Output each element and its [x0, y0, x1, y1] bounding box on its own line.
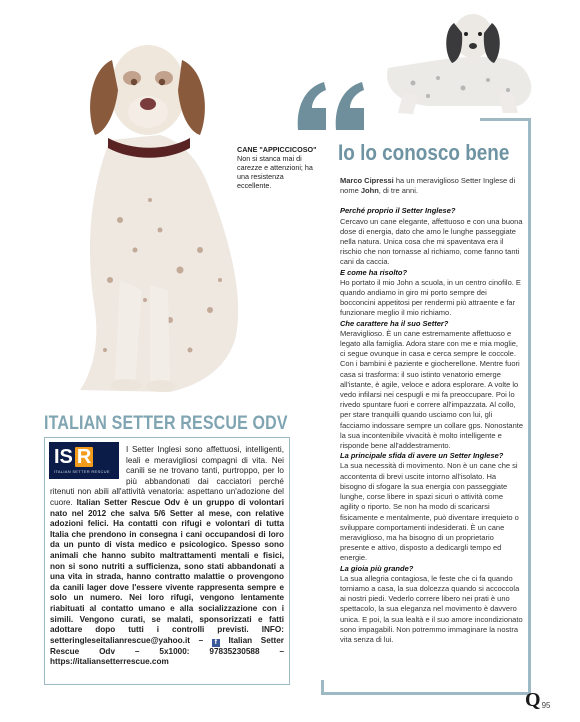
rescue-body-intro: I Setter Inglesi sono affettuosi, intelligenti, leali e meravigliosi compagni di vita. Nei canili se ne trovano tanti, purtroppo, per lo più abbandonati dai cacciatori perché ritenuti non abili all'attività venatoria: aspettano un'adozione del cuore. [50, 445, 284, 507]
setter-dog-photo [50, 20, 250, 405]
question-4: La principale sfida di avere un Setter Inglese? [340, 451, 504, 461]
page-folio [525, 690, 550, 710]
question-5: La gioia più grande? [340, 563, 414, 573]
logo-r: R [76, 446, 92, 468]
article-body [340, 176, 523, 645]
caption-title: CANE "APPICCICOSO" [237, 145, 317, 154]
intro-person: Marco Cipressi [340, 176, 394, 185]
article-title: Io lo conosco bene [338, 140, 510, 165]
answer-5: La sua allegria contagiosa, le feste che ci fa quando torniamo a casa, la sua dolcezza quando si accoccola ai nostri piedi. Vederlo correre libero nei prati è uno spettacolo, la sua eleganza nel movimento è davvero unica. E poi, la sua lealtà e il suo amore incondizionato sono impagabili. Non potremmo immaginare la nostra vita senza di lui. [340, 573, 523, 644]
intro-text: ha un meraviglioso Setter Inglese di nome [340, 176, 516, 196]
photo-caption [237, 145, 317, 190]
answer-2: Ho portato il mio John a scuola, in un centro cinofilo. E quando andiamo in giro mi porto sempre dei bocconcini appetitosi per rendermi più attraente e far funzionare meglio il mio richiamo. [340, 277, 521, 318]
logo-subtitle: ITALIAN SETTER RESCUE [54, 469, 110, 474]
intro-dog-name: John [360, 186, 379, 196]
caption-body: Non si stanca mai di carezze e attenzioni; ha una resistenza eccellente. [237, 154, 313, 190]
question-2: E come ha risolto? [340, 267, 408, 277]
answer-4: La sua necessità di movimento. Non è un cane che si accontenta di brevi uscite intorno all'isolato. Ha bisogno di sfogare la sua energia con passeggiate lunghe, corse libere in spazi sicuri o attività come agility o riporto. Se non ha modo di scaricarsi fisicamente e mentalmente, può diventare irrequieto o sviluppare comportamenti indesiderati. È un cane meraviglioso, ma ha bisogno di un proprietario presente e attivo, disposto a dedicargli tempo ed energie. [340, 461, 519, 563]
rescue-website-link[interactable]: https://italiansetterrescue.com [50, 657, 169, 667]
article-intro [340, 176, 523, 196]
rescue-info-box [44, 437, 290, 685]
logo-letters: IS [54, 446, 73, 468]
magazine-logo-letter: Q [525, 689, 541, 711]
question-3: Che carattere ha il suo Setter? [340, 318, 449, 328]
rescue-heading: ITALIAN SETTER RESCUE ODV [44, 412, 288, 434]
facebook-page-label: Italian Setter Rescue Odv – 5x1000: 97835230588 – [50, 635, 284, 656]
setter-puppy-photo [368, 8, 538, 118]
rescue-body-bold: Italian Setter Rescue Odv è un gruppo di volontari nato nel 2012 che salva 5/6 Setter al mese, con relative adozioni felici. Ha contatti con rifugi e volontari di tutta Italia che prendono in consegna i cani occupandosi di loro da un punto di vista medico e psicologico. Spesso sono animali che hanno subito maltrattamenti mentali e fisici, non si sono nutriti a sufficienza, sono stati abbandonati a una vita in strada, hanno contratto malattie o provengono da canili lager dove l'essere vivente rappresenta sempre e solo un numero. Nei loro rifugi, vengono lentamente riabituati al contatto umano e alla socializzazione con i simili. Vengono curati, se malati, sponsorizzati e fatti adottare dopo tutti i controlli previsti. INFO: setteringleseitalianrescue@yahoo.it – [50, 497, 284, 645]
question-1: Perché proprio il Setter Inglese? [340, 206, 456, 216]
page-number: 95 [541, 701, 551, 710]
rescue-body [50, 445, 284, 668]
article-frame-left [321, 680, 324, 695]
intro-end: , di tre anni. [378, 186, 418, 196]
answer-1: Cercavo un cane elegante, affettuoso e con una buona dose di energia, dato che amo le lunghe passeggiate nella natura. Unica cosa che mi spaventava era il rischio che non tornasse al richiamo, come fanno tanti cani da caccia. [340, 216, 523, 267]
answer-3: Meraviglioso. È un cane estremamente affettuoso e legato alla famiglia. Adora stare con me e mia moglie, ci segue ovunque in casa e cerca sempre le coccole. Con i bambini è paziente e giocherellone. Mentre fuori casa si trasforma: il suo istinto venatorio emerge all'istante, è agile, veloce e adora esplorare. A volte lo vedo infilarsi nei cespugli e mi fa preoccupare. Poi lo rivedo spuntare fuori e correre all'impazzata. Al collo, per stare tranquilli quando usciamo con lui, gli facciamo indossare sempre un collare gps. Nonostante la sua incontenibile vivacità è molto intelligente e risponde bene all'addestramento. [340, 328, 524, 451]
facebook-icon: f [212, 639, 220, 647]
article-frame-top [480, 118, 531, 121]
